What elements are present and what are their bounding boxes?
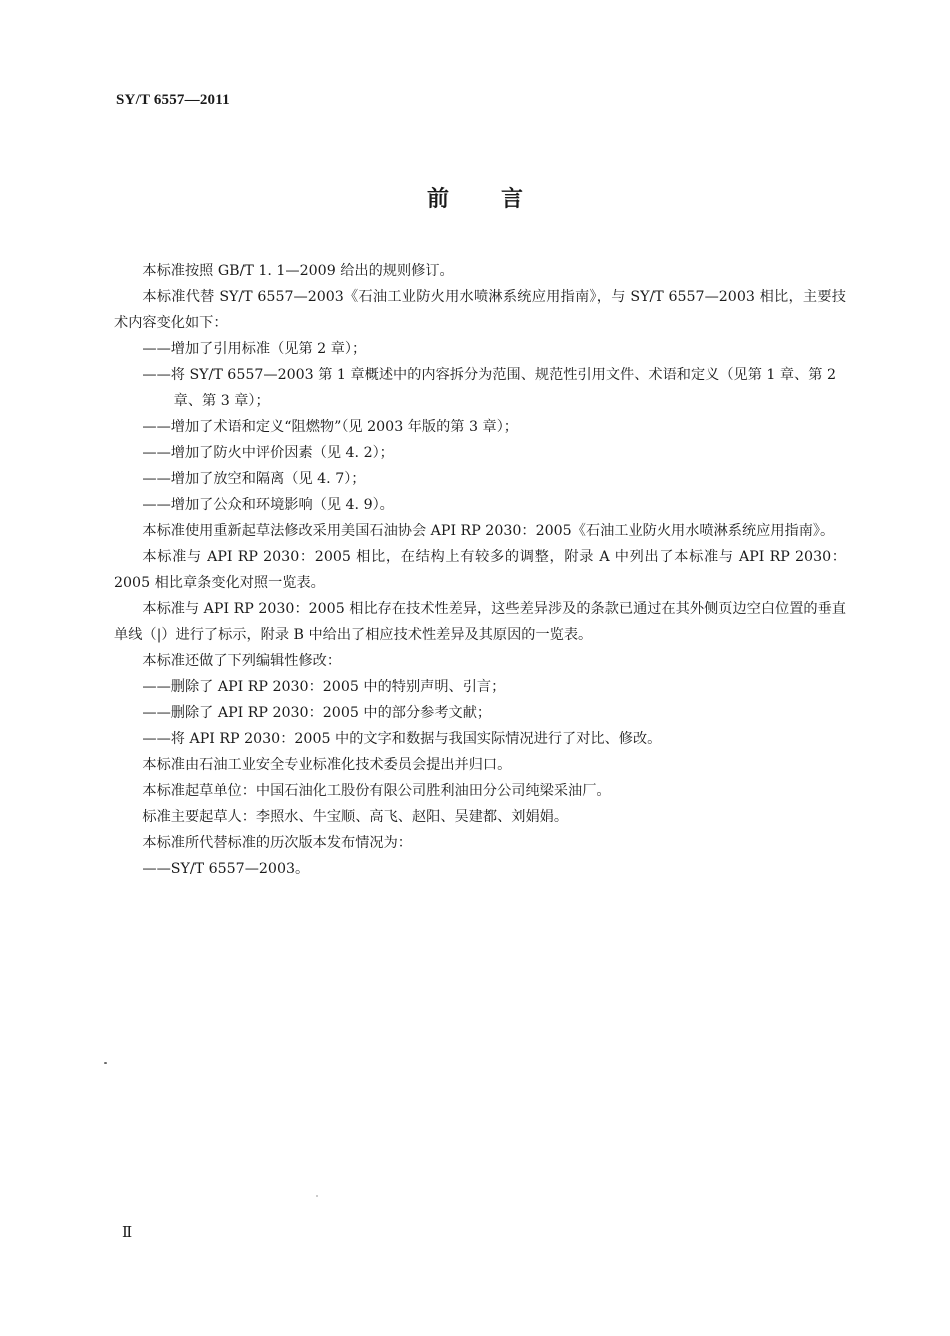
- page-title: 前言: [426, 187, 575, 212]
- paragraph-drafters: 标准主要起草人：李照水、牛宝顺、高飞、赵阳、吴建都、刘娟娟。: [142, 809, 569, 825]
- paragraph-adoption: 本标准使用重新起草法修改采用美国石油协会 API RP 2030：2005《石油工业防火用水喷淋系统应用指南》。: [142, 523, 835, 539]
- standard-code-header: SY/T 6557—2011: [116, 92, 230, 108]
- paragraph-revision-basis: 本标准按照 GB/T 1. 1—2009 给出的规则修订。: [142, 263, 454, 279]
- paragraph-replaces: 本标准代替 SY/T 6557—2003《石油工业防火用水喷淋系统应用指南》，与 SY/T 6557—2003 相比，主要技术内容变化如下：: [114, 289, 846, 331]
- scan-speck: [104, 1062, 107, 1064]
- paragraph-structure: 本标准与 API RP 2030：2005 相比，在结构上有较多的调整，附录 A 中列出了本标准与 API RP 2030：2005 相比章条变化对照一览表。: [114, 549, 846, 591]
- paragraph-committee: 本标准由石油工业安全专业标准化技术委员会提出并归口。: [142, 757, 512, 773]
- foreword-body: [114, 258, 846, 882]
- edit-item-data: ——将 API RP 2030：2005 中的文字和数据与我国实际情况进行了对比、修改。: [142, 731, 662, 747]
- paragraph-history: 本标准所代替标准的历次版本发布情况为：: [142, 835, 412, 851]
- edit-item-bibliography: ——删除了 API RP 2030：2005 中的部分参考文献；: [142, 705, 492, 721]
- change-item-evaluation: ——增加了防火中评价因素（见 4. 2）；: [142, 445, 394, 461]
- history-item: ——SY/T 6557—2003。: [142, 861, 310, 877]
- change-item-terms: ——增加了术语和定义“阻燃物”（见 2003 年版的第 3 章）；: [142, 419, 518, 435]
- paragraph-editorial: 本标准还做了下列编辑性修改：: [142, 653, 342, 669]
- change-item-public: ——增加了公众和环境影响（见 4. 9）。: [142, 497, 394, 513]
- paragraph-technical-differences: 本标准与 API RP 2030：2005 相比存在技术性差异，这些差异涉及的条款已通过在其外侧页边空白位置的垂直单线（|）进行了标示，附录 B 中给出了相应技术性差异及其原因的一览表。: [114, 601, 846, 643]
- change-item-references: ——增加了引用标准（见第 2 章）；: [142, 341, 367, 357]
- change-item-split-chapter: ——将 SY/T 6557—2003 第 1 章概述中的内容拆分为范围、规范性引用文件、术语和定义（见第 1 章、第 2 章、第 3 章）；: [142, 367, 837, 409]
- page-number: Ⅱ: [122, 1225, 133, 1241]
- edit-item-statement: ——删除了 API RP 2030：2005 中的特别声明、引言；: [142, 679, 506, 695]
- change-item-venting: ——增加了放空和隔离（见 4. 7）；: [142, 471, 366, 487]
- paragraph-drafting-unit: 本标准起草单位：中国石油化工股份有限公司胜利油田分公司纯梁采油厂。: [142, 783, 611, 799]
- scan-speck: [316, 1195, 318, 1197]
